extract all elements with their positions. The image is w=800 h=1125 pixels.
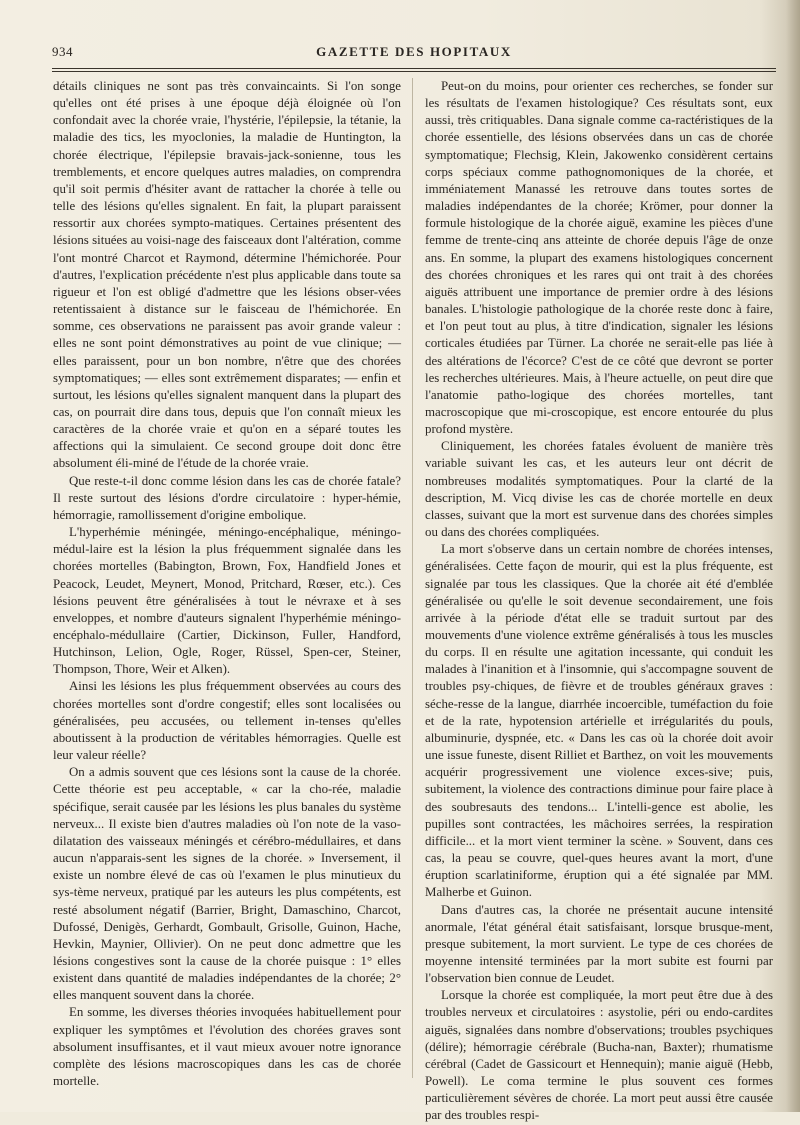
paragraph: On a admis souvent que ces lésions sont la cause de la chorée. Cette théorie est peu acceptable, « car la cho-rée, maladie spécifique, serait causée par les lésions les plus banales du système nerveux... Il existe bien d'autres maladies où l'on note de la vaso-dilatation des vaisseaux méningés et cérébro-médullaires, et dans aucun n'apparais-sent les signes de la chorée. » Inversement, il existe un nombre élevé de cas où l'examen le plus minutieux du sys-tème nerveux, pratiqué par les auteurs les plus compétents, est resté absolument négatif (Barrier, Bright, Damaschino, Charcot, Dufossé, Denigès, Gerhardt, Gombault, Grisolle, Guinon, Hache, Hevkin, Maynier, Ollivier). On ne peut donc admettre que les lésions congestives sont la cause de la chorée puisque : 1° elles existent dans quantité de maladies indépendantes de la chorée; 2° elles manquent souvent dans la chorée. xyxy=(53,765,401,1003)
paragraph: Ainsi les lésions les plus fréquemment observées au cours des chorées mortelles sont d'ordre congestif; elles sont localisées ou généralisées, peu accusées, ou tellement in-tenses qu'elles aboutissent à la production de véritables hémorragies. Quelle est leur valeur réelle? xyxy=(53,679,401,763)
header-rule-bottom xyxy=(52,71,776,72)
paragraph: Peut-on du moins, pour orienter ces recherches, se fonder sur les résultats de l'examen histologique? Ces résultats sont, eux aussi, très critiquables. Dana signale comme ca-ractéristiques de la chorée essentielle, des lésions observées dans un cas de chorée symptomatique; Flechsig, Klein, Jakowenko considèrent certains corps spéciaux comme pathognomoniques de la chorée, et imméniatement Manassé les retrouve dans toutes sortes de maladies indépendantes de la chorée; Krömer, pour donner la formule histologique de la chorée aiguë, examine les pièces d'une femme de trente-cinq ans atteinte de chorée depuis l'âge de onze ans. En somme, la plupart des examens histologiques concernent des chorées chroniques et les rares qui ont trait à des chorées aiguës attribuent une importance de premier ordre à des lésions banales. L'histologie pathologique de la chorée reste donc à faire, et l'on peut tout au plus, à titre d'indication, signaler les lésions corticales étudiées par Türner. La chorée ne serait-elle pas liée à des altérations de l'écorce? C'est de ce côté que devront se porter les recherches ultérieures. Mais, à l'heure actuelle, on peut dire que l'anatomie patho-logique des chorées mortelles, tant macroscopique que mi-croscopique, est encore entourée du plus profond mystère. xyxy=(425,79,773,437)
page-number: 934 xyxy=(52,44,73,59)
paragraph: En somme, les diverses théories invoquées habituellement pour expliquer les symptômes et l'évolution des chorées graves sont absolument insuffisantes, et il vaut mieux avouer notre ignorance complète des lésions macroscopiques dans les cas de chorée mortelle. xyxy=(53,1005,401,1089)
paragraph: La mort s'observe dans un certain nombre de chorées intenses, généralisées. Cette façon de mourir, qui est la plus fréquente, est signalée par tous les classiques. Que la chorée ait été d'emblée généralisée ou qu'elle le soit devenue secondairement, une fois arrivée à la période d'état elle se traduit surtout par des mouvements d'une violence extrême généralisés à tous les muscles du corps. Il en résulte une agitation incessante, qui conduit les malades à l'inanition et à l'insomnie, qui s'accompagne souvent de troubles psy-chiques, de fièvre et de troubles généraux graves : séche-resse de la langue, diarrhée incoercible, tuméfaction du foie et de la rate, hypotension artérielle et irrégularités du pouls, albuminurie, dyspnée, etc. « Dans les cas où la chorée doit avoir une issue funeste, disent Rilliet et Barthez, on voit les mouvements acquérir progressivement une violence exces-sive; puis, subitement, la violence des contractions diminue pour faire place à des soubresauts des tendons... L'intelli-gence est abolie, les pupilles sont contractées, les mâchoires serrées, la respiration difficile... et la mort vient terminer la scène. » Souvent, dans ces cas, la peau se couvre, quel-ques heures avant la mort, d'une éruption scarlatiniforme, éruption qui a été signalée par MM. Malherbe et Guinon. xyxy=(425,542,773,900)
header-rule-top xyxy=(52,68,776,69)
paragraph: détails cliniques ne sont pas très convaincaints. Si l'on songe qu'elles ont été prises à une époque déjà éloignée où l'on confondait avec la chorée vraie, l'hystérie, l'épilepsie, la tétanie, la maladie des tics, les myoclonies, la maladie de Huntington, la chorée électrique, l'épilepsie bravais-jack-sonienne, tous les tremblements, et encore quelques autres maladies, on comprendra qu'il soit permis d'hésiter avant de rattacher la chorée à telle ou telle des lésions qu'elles signalent. En fait, la plupart paraissent ressortir aux chorées sympto-matiques. Certaines présentent des lésions situées au voisi-nage des faisceaux dont l'altération, comme l'ont montré Charcot et Raymond, détermine l'hémichorée. Pour d'autres, l'explication précédente n'est plus applicable dans toute sa rigueur et l'on est obligé d'admettre que les lésions obser-vées retentissaient à distance sur le faisceau de l'hémichorée. En somme, ces observations ne paraissent pas avoir grande valeur : elles ne sont point démonstratives au point de vue clinique; — elles paraissent, pour un bon nombre, n'être que des chorées symptomatiques; — elles sont extrêmement disparates; — enfin et surtout, les lésions qu'elles signalent manquent dans la plupart des cas, on pourrait dire dans tous, depuis que l'on connaît mieux les caractères de la chorée vraie et qu'on en a séparé toutes les affections qui la simulaient. Ce second groupe doit donc être absolument éli-miné de l'étude de la chorée vraie. xyxy=(53,79,401,471)
paragraph: Lorsque la chorée est compliquée, la mort peut être due à des troubles nerveux et circulatoires : asystolie, péri ou endo-cardites aiguës, signalées dans nombre d'observations; troubles psychiques (délire); hémorragie cérébrale (Bucha-nan, Baxter); rhumatisme cérébral (Cadet de Gassicourt et Hennequin); manie aiguë (Hebb, Powell). Le coma termine le plus souvent ces formes particulièrement sévères de chorée. La mort peut aussi être causée par des troubles respi- xyxy=(425,988,773,1123)
paragraph: Cliniquement, les chorées fatales évoluent de manière très variable suivant les cas, et les auteurs leur ont décrit de nombreuses modalités symptomatiques. Pour la clarté de la description, M. Vicq divise les cas de chorée mortelle en deux classes, suivant que la mort est survenue dans des chorées simples ou dans des chorées compliquées. xyxy=(425,439,773,540)
paragraph: Que reste-t-il donc comme lésion dans les cas de chorée fatale? Il reste surtout des lésions d'ordre circulatoire : hyper-hémie, hémorragie, ramollissement d'origine embolique. xyxy=(53,473,401,522)
page-edge-shadow xyxy=(786,0,800,1112)
column-divider xyxy=(412,78,413,1078)
paragraph: L'hyperhémie méningée, méningo-encéphalique, méningo-médul-laire est la lésion la plus fréquemment signalée dans les chorées mortelles (Babington, Brown, Fox, Handfield Jones et Peacock, Leudet, Meynert, Monod, Pritchard, Rœser, etc.). Ces lésions peuvent être généralisées à tout le névraxe et à ses enveloppes, et nombre d'auteurs signalent l'hyperhémie méningo-encéphalo-médullaire (Cartier, Dickinson, Fuller, Handford, Hutchinson, Lelion, Ogle, Roger, Rüssel, Spen-cer, Steiner, Thompson, Thore, Weir et Alken). xyxy=(53,525,401,677)
right-column xyxy=(425,78,773,1123)
left-column xyxy=(53,78,401,1088)
paragraph: Dans d'autres cas, la chorée ne présentait aucune intensité anormale, l'état général était satisfaisant, lorsque brusque-ment, presque subitement, la mort survient. Le type de ces chorées de moyenne intensité terminées par la mort subite est fourni par l'observation bien connue de Leudet. xyxy=(425,902,773,986)
page-header xyxy=(52,44,776,64)
journal-title: GAZETTE DES HOPITAUX xyxy=(316,44,512,59)
